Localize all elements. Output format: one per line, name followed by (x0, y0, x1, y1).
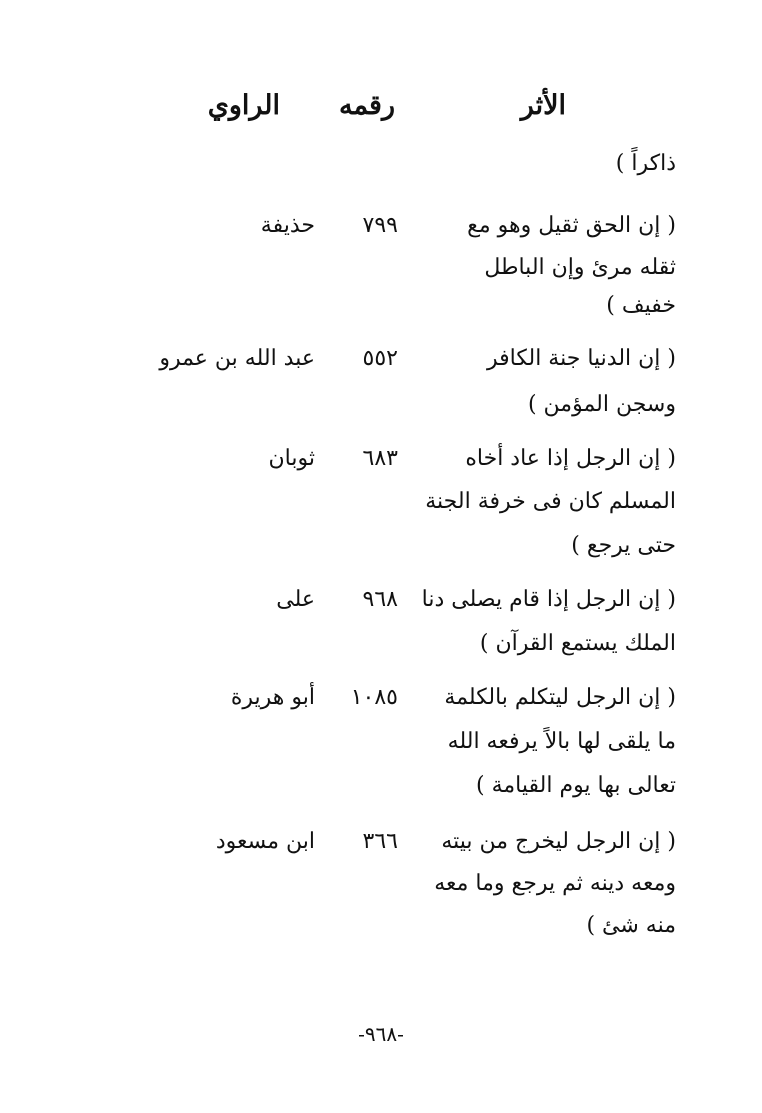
table-header (0, 90, 762, 140)
entry-1-line-2: ثقله مرئ وإن الباطل (484, 255, 676, 280)
entry-3-number: ٦٨٣ (362, 446, 398, 471)
entry-5-narrator: أبو هريرة (230, 685, 315, 710)
entry-3-line-1: ( إن الرجل إذا عاد أخاه (465, 446, 676, 471)
entry-4-line-1: ( إن الرجل إذا قام يصلى دنا (421, 587, 676, 612)
entry-5-number: ١٠٨٥ (350, 685, 398, 710)
entry-6-narrator: ابن مسعود (215, 829, 315, 854)
entry-4-narrator: على (276, 587, 315, 612)
entry-3-narrator: ثوبان (268, 446, 315, 471)
entry-4-number: ٩٦٨ (362, 587, 398, 612)
entry-6-line-3: منه شئ ) (586, 913, 676, 938)
entry-1-narrator: حذيفة (260, 213, 315, 238)
entry-5-line-1: ( إن الرجل ليتكلم بالكلمة (444, 685, 676, 710)
entry-2-number: ٥٥٢ (362, 346, 398, 371)
entry-1-line-3: خفيف ) (606, 293, 676, 318)
entry-3-line-2: المسلم كان فى خرفة الجنة (425, 489, 676, 514)
entry-2-narrator: عبد الله بن عمرو (159, 346, 315, 371)
entry-1-line-1: ( إن الحق ثقيل وهو مع (467, 213, 676, 238)
header-narrator: الراوي (207, 90, 280, 121)
entry-6-line-1: ( إن الرجل ليخرج من بيته (441, 829, 676, 854)
entry-1-number: ٧٩٩ (362, 213, 398, 238)
entry-3-line-3: حتى يرجع ) (571, 533, 676, 558)
continuation-line: ذاكراً ) (615, 151, 676, 176)
entry-2-line-2: وسجن المؤمن ) (527, 392, 676, 417)
entry-2-line-1: ( إن الدنيا جنة الكافر (486, 346, 676, 371)
entry-5-line-2: ما يلقى لها بالاً يرفعه الله (447, 729, 676, 754)
entry-6-line-2: ومعه دينه ثم يرجع وما معه (434, 871, 676, 896)
header-number: رقمه (338, 90, 395, 121)
page-number: -٩٦٨- (358, 1022, 404, 1046)
entry-5-line-3: تعالى بها يوم القيامة ) (476, 773, 676, 798)
header-athar: الأثر (520, 90, 566, 121)
entry-4-line-2: الملك يستمع القرآن ) (479, 631, 676, 656)
entry-6-number: ٣٦٦ (362, 829, 398, 854)
